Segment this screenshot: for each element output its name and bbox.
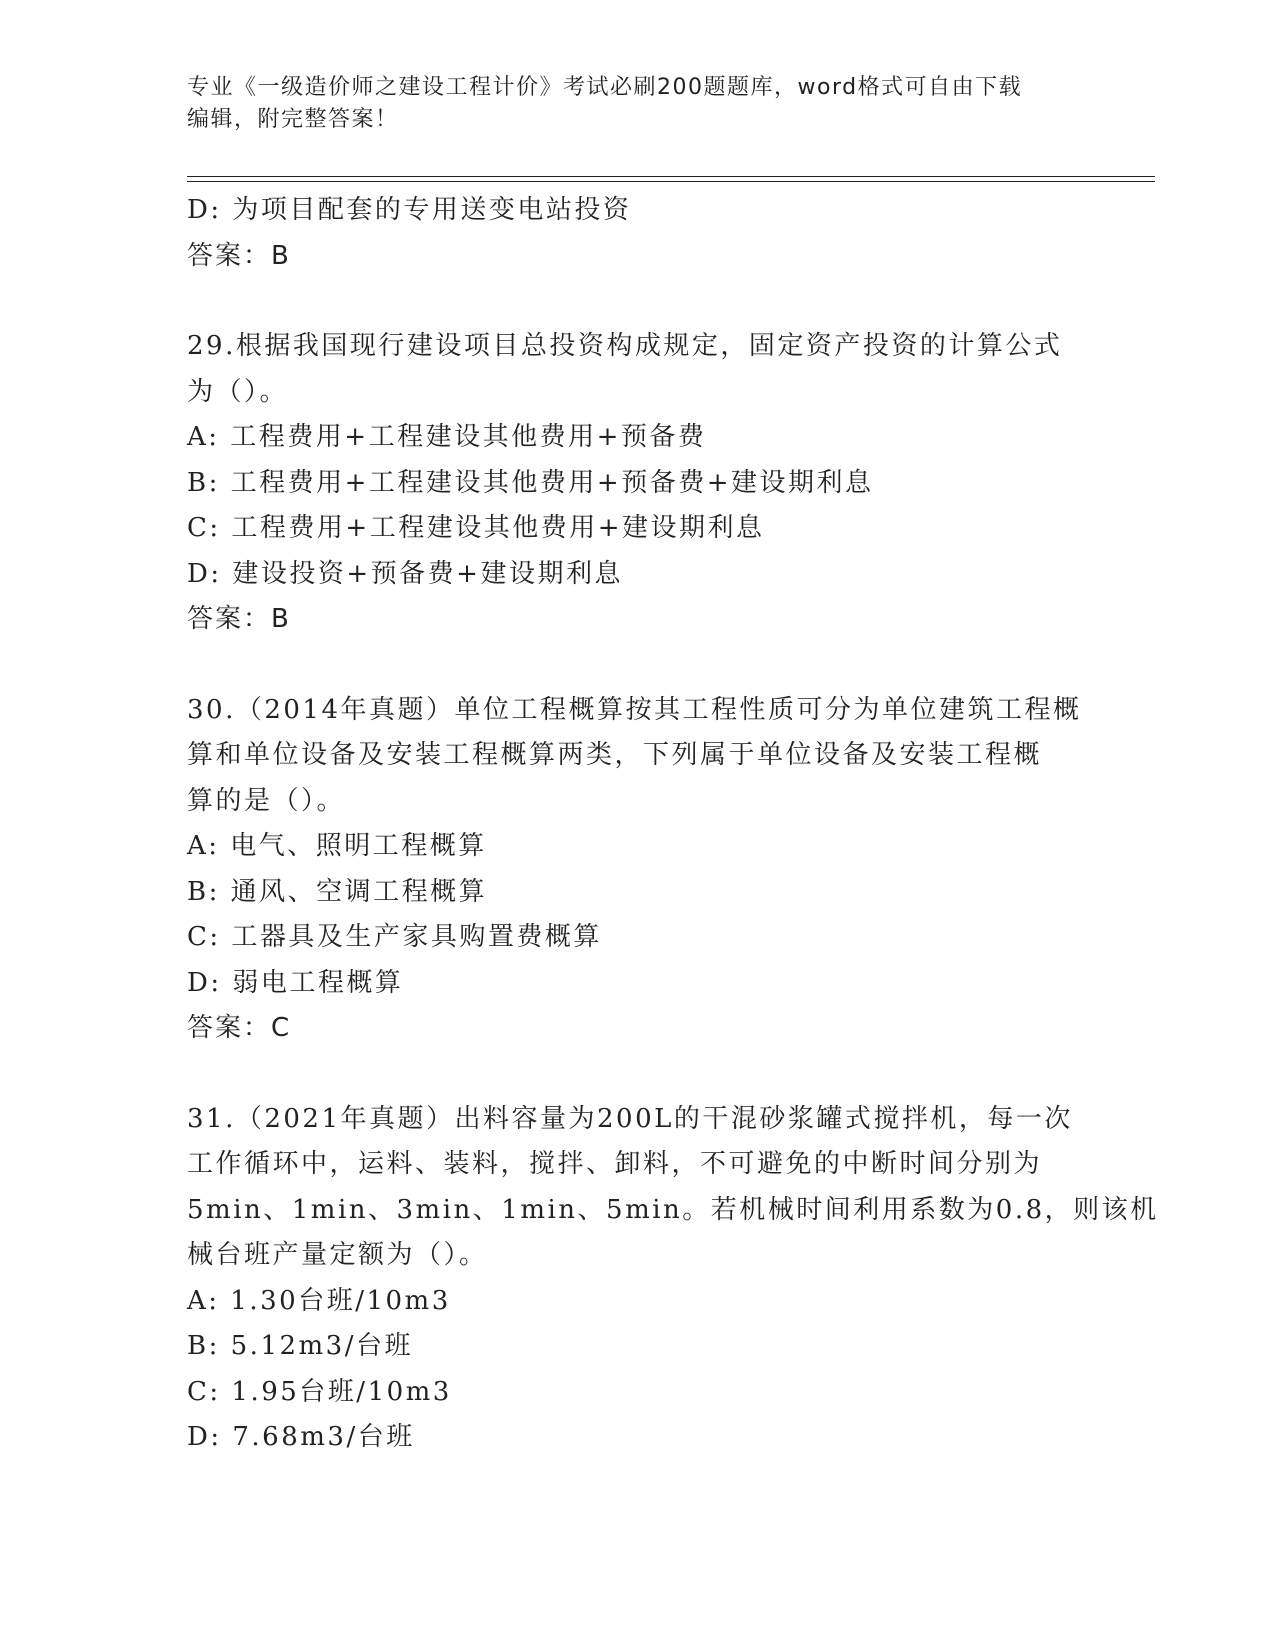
question-stem: 29.根据我国现行建设项目总投资构成规定，固定资产投资的计算公式 (187, 331, 1063, 361)
option-a: A: 1.30台班/10m3 (187, 1285, 451, 1316)
question-stem: 械台班产量定额为（）。 (187, 1240, 488, 1270)
option-a: A: 电气、照明工程概算 (187, 831, 487, 861)
option-c: C: 1.95台班/10m3 (187, 1376, 452, 1407)
question-stem: 为（）。 (187, 376, 289, 407)
question-31 (187, 1097, 1159, 1461)
question-28-tail (187, 188, 1087, 279)
question-30 (187, 688, 1087, 1052)
option-d: D: 为项目配套的专用送变电站投资 (187, 195, 632, 225)
spacer (187, 279, 1087, 324)
page-header (187, 72, 1087, 136)
header-line-1: 专业《一级造价师之建设工程计价》考试必刷200题题库，word格式可自由下载 (187, 75, 1023, 100)
question-stem: 工作循环中，运料、装料，搅拌、卸料，不可避免的中断时间分别为 (187, 1149, 1043, 1179)
option-d: D: 弱电工程概算 (187, 967, 404, 998)
answer: 答案：B (187, 240, 291, 271)
header-line-2: 编辑，附完整答案！ (187, 107, 399, 132)
question-29 (187, 324, 1087, 643)
question-stem: 30.（2014年真题）单位工程概算按其工程性质可分为单位建筑工程概 (187, 694, 1082, 725)
answer: 答案：B (187, 604, 291, 634)
spacer (187, 643, 1087, 688)
question-stem: 31.（2021年真题）出料容量为200L的干混砂浆罐式搅拌机，每一次 (187, 1103, 1073, 1134)
spacer (187, 1052, 1087, 1097)
option-b: B: 工程费用+工程建设其他费用+预备费+建设期利息 (187, 467, 874, 498)
option-c: C: 工器具及生产家具购置费概算 (187, 922, 602, 952)
question-stem: 算的是（）。 (187, 785, 346, 816)
question-stem: 算和单位设备及安装工程概算两类，下列属于单位设备及安装工程概 (187, 740, 1043, 770)
option-d: D: 建设投资+预备费+建设期利息 (187, 558, 623, 589)
option-d: D: 7.68m3/台班 (187, 1422, 415, 1452)
header-divider (187, 176, 1155, 182)
question-list (187, 188, 1159, 1461)
question-stem: 5min、1min、3min、1min、5min。若机械时间利用系数为0.8，则该机 (187, 1194, 1159, 1225)
answer: 答案：C (187, 1013, 292, 1043)
option-b: B: 通风、空调工程概算 (187, 876, 488, 907)
option-c: C: 工程费用+工程建设其他费用+建设期利息 (187, 513, 765, 543)
option-b: B: 5.12m3/台班 (187, 1331, 413, 1361)
option-a: A: 工程费用+工程建设其他费用+预备费 (187, 422, 707, 452)
